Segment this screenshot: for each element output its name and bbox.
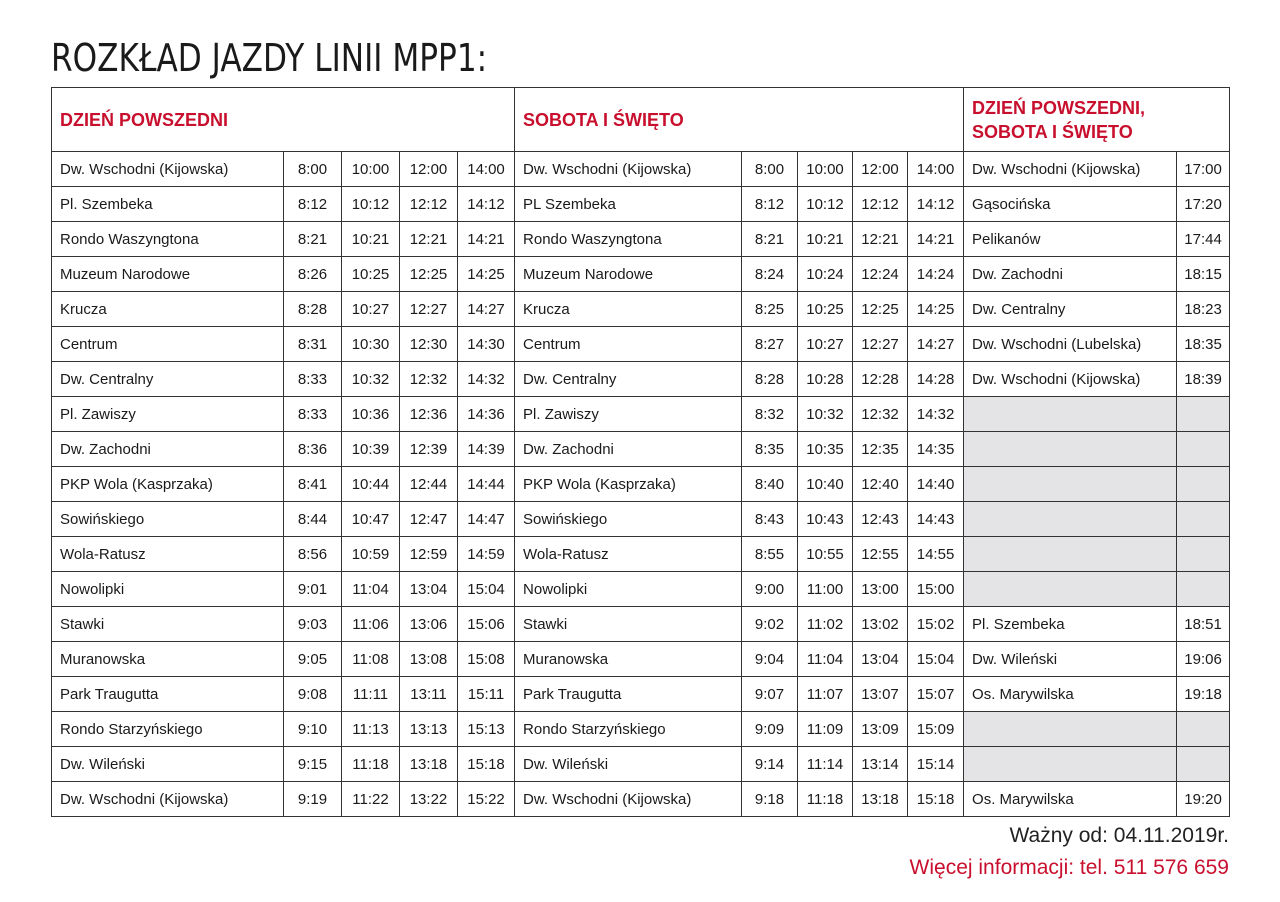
- weekend-departure-time: 15:07: [908, 677, 964, 712]
- weekday-stop-name: PKP Wola (Kasprzaka): [52, 467, 284, 502]
- weekend-departure-time: 10:24: [798, 257, 853, 292]
- weekday-departure-time: 10:30: [342, 327, 400, 362]
- weekday-departure-time: 13:04: [400, 572, 458, 607]
- weekday-departure-time: 9:19: [284, 782, 342, 817]
- weekend-departure-time: 10:35: [798, 432, 853, 467]
- all-days-stop-name: Dw. Wschodni (Lubelska): [964, 327, 1177, 362]
- weekend-departure-time: 14:35: [908, 432, 964, 467]
- all-days-departure-time: 17:20: [1177, 187, 1230, 222]
- weekend-departure-time: 8:27: [742, 327, 798, 362]
- weekend-departure-time: 14:27: [908, 327, 964, 362]
- weekday-departure-time: 14:39: [458, 432, 515, 467]
- weekday-departure-time: 9:08: [284, 677, 342, 712]
- weekend-departure-time: 10:00: [798, 152, 853, 187]
- table-row: [52, 502, 1230, 537]
- weekend-departure-time: 10:55: [798, 537, 853, 572]
- weekend-departure-time: 11:00: [798, 572, 853, 607]
- all-days-departure-time: 18:51: [1177, 607, 1230, 642]
- all-days-departure-time: 18:39: [1177, 362, 1230, 397]
- empty-cell: [1177, 432, 1230, 467]
- all-days-departure-time: 19:20: [1177, 782, 1230, 817]
- weekend-stop-name: Dw. Wschodni (Kijowska): [515, 782, 742, 817]
- weekend-departure-time: 10:40: [798, 467, 853, 502]
- weekday-departure-time: 8:31: [284, 327, 342, 362]
- all-days-stop-name: Pelikanów: [964, 222, 1177, 257]
- empty-cell: [964, 432, 1177, 467]
- weekend-stop-name: Pl. Zawiszy: [515, 397, 742, 432]
- weekday-departure-time: 14:25: [458, 257, 515, 292]
- weekday-departure-time: 13:13: [400, 712, 458, 747]
- weekday-departure-time: 12:21: [400, 222, 458, 257]
- weekday-departure-time: 15:18: [458, 747, 515, 782]
- weekday-stop-name: Rondo Starzyńskiego: [52, 712, 284, 747]
- weekend-departure-time: 14:40: [908, 467, 964, 502]
- timetable: [51, 87, 1230, 817]
- weekday-stop-name: Park Traugutta: [52, 677, 284, 712]
- weekend-departure-time: 15:02: [908, 607, 964, 642]
- weekday-departure-time: 8:56: [284, 537, 342, 572]
- weekday-departure-time: 8:33: [284, 397, 342, 432]
- all-days-departure-time: 17:44: [1177, 222, 1230, 257]
- all-days-stop-name: Os. Marywilska: [964, 677, 1177, 712]
- weekday-departure-time: 14:30: [458, 327, 515, 362]
- page-title: ROZKŁAD JAZDY LINII MPP1:: [51, 36, 488, 80]
- weekend-departure-time: 15:00: [908, 572, 964, 607]
- weekday-departure-time: 14:36: [458, 397, 515, 432]
- weekend-departure-time: 9:18: [742, 782, 798, 817]
- weekday-departure-time: 10:21: [342, 222, 400, 257]
- weekday-stop-name: Dw. Centralny: [52, 362, 284, 397]
- weekend-stop-name: Dw. Zachodni: [515, 432, 742, 467]
- weekday-stop-name: Krucza: [52, 292, 284, 327]
- weekend-stop-name: Wola-Ratusz: [515, 537, 742, 572]
- weekday-departure-time: 8:12: [284, 187, 342, 222]
- empty-cell: [964, 747, 1177, 782]
- all-days-stop-name: Dw. Zachodni: [964, 257, 1177, 292]
- weekday-departure-time: 8:36: [284, 432, 342, 467]
- weekend-departure-time: 10:28: [798, 362, 853, 397]
- weekend-departure-time: 12:24: [853, 257, 908, 292]
- empty-cell: [1177, 747, 1230, 782]
- weekend-stop-name: Sowińskiego: [515, 502, 742, 537]
- weekday-departure-time: 15:11: [458, 677, 515, 712]
- weekend-departure-time: 8:24: [742, 257, 798, 292]
- weekend-departure-time: 13:14: [853, 747, 908, 782]
- weekend-departure-time: 13:07: [853, 677, 908, 712]
- weekday-departure-time: 12:32: [400, 362, 458, 397]
- table-row: [52, 467, 1230, 502]
- all-days-stop-name: Gąsocińska: [964, 187, 1177, 222]
- weekday-departure-time: 10:32: [342, 362, 400, 397]
- all-days-departure-time: 18:35: [1177, 327, 1230, 362]
- empty-cell: [1177, 572, 1230, 607]
- weekday-stop-name: Centrum: [52, 327, 284, 362]
- weekday-departure-time: 10:36: [342, 397, 400, 432]
- contact-info: Więcej informacji: tel. 511 576 659: [909, 856, 1229, 879]
- weekday-stop-name: Dw. Zachodni: [52, 432, 284, 467]
- weekday-departure-time: 12:36: [400, 397, 458, 432]
- section-header-row: [52, 88, 1230, 152]
- weekend-departure-time: 8:32: [742, 397, 798, 432]
- weekday-departure-time: 8:26: [284, 257, 342, 292]
- weekend-departure-time: 8:35: [742, 432, 798, 467]
- empty-cell: [964, 397, 1177, 432]
- empty-cell: [1177, 537, 1230, 572]
- weekend-stop-name: Dw. Centralny: [515, 362, 742, 397]
- table-row: [52, 327, 1230, 362]
- weekend-departure-time: 8:40: [742, 467, 798, 502]
- weekend-departure-time: 15:14: [908, 747, 964, 782]
- weekend-departure-time: 9:02: [742, 607, 798, 642]
- weekday-departure-time: 9:15: [284, 747, 342, 782]
- weekend-departure-time: 12:00: [853, 152, 908, 187]
- weekend-departure-time: 13:02: [853, 607, 908, 642]
- weekend-departure-time: 11:07: [798, 677, 853, 712]
- weekend-departure-time: 12:35: [853, 432, 908, 467]
- weekday-departure-time: 11:06: [342, 607, 400, 642]
- weekend-stop-name: Muranowska: [515, 642, 742, 677]
- weekend-departure-time: 8:21: [742, 222, 798, 257]
- weekday-departure-time: 14:32: [458, 362, 515, 397]
- weekday-departure-time: 9:05: [284, 642, 342, 677]
- weekday-departure-time: 11:08: [342, 642, 400, 677]
- weekday-departure-time: 13:11: [400, 677, 458, 712]
- weekday-departure-time: 12:25: [400, 257, 458, 292]
- weekend-stop-name: Rondo Starzyńskiego: [515, 712, 742, 747]
- table-row: [52, 222, 1230, 257]
- weekend-departure-time: 10:21: [798, 222, 853, 257]
- table-row: [52, 397, 1230, 432]
- weekday-departure-time: 13:06: [400, 607, 458, 642]
- weekend-departure-time: 15:09: [908, 712, 964, 747]
- all-days-departure-time: 18:15: [1177, 257, 1230, 292]
- timetable-body: [52, 152, 1230, 817]
- empty-cell: [964, 537, 1177, 572]
- weekday-stop-name: Sowińskiego: [52, 502, 284, 537]
- weekend-departure-time: 11:18: [798, 782, 853, 817]
- weekend-departure-time: 9:07: [742, 677, 798, 712]
- weekend-departure-time: 10:25: [798, 292, 853, 327]
- weekend-departure-time: 13:09: [853, 712, 908, 747]
- empty-cell: [1177, 397, 1230, 432]
- weekday-departure-time: 14:59: [458, 537, 515, 572]
- weekday-departure-time: 12:12: [400, 187, 458, 222]
- weekday-stop-name: Muzeum Narodowe: [52, 257, 284, 292]
- weekend-departure-time: 12:25: [853, 292, 908, 327]
- weekday-departure-time: 12:39: [400, 432, 458, 467]
- table-row: [52, 257, 1230, 292]
- weekday-departure-time: 13:08: [400, 642, 458, 677]
- weekday-departure-time: 14:00: [458, 152, 515, 187]
- weekend-stop-name: Dw. Wileński: [515, 747, 742, 782]
- table-row: [52, 362, 1230, 397]
- weekday-departure-time: 14:12: [458, 187, 515, 222]
- weekday-departure-time: 14:27: [458, 292, 515, 327]
- weekend-departure-time: 14:24: [908, 257, 964, 292]
- weekend-stop-name: Muzeum Narodowe: [515, 257, 742, 292]
- weekday-stop-name: Muranowska: [52, 642, 284, 677]
- weekday-departure-time: 8:00: [284, 152, 342, 187]
- weekday-departure-time: 12:27: [400, 292, 458, 327]
- weekend-departure-time: 8:43: [742, 502, 798, 537]
- weekday-departure-time: 12:30: [400, 327, 458, 362]
- weekend-departure-time: 8:55: [742, 537, 798, 572]
- weekend-stop-name: PL Szembeka: [515, 187, 742, 222]
- table-row: [52, 607, 1230, 642]
- all-days-stop-name: Os. Marywilska: [964, 782, 1177, 817]
- all-days-stop-name: Dw. Wschodni (Kijowska): [964, 152, 1177, 187]
- weekday-stop-name: Wola-Ratusz: [52, 537, 284, 572]
- weekend-stop-name: Nowolipki: [515, 572, 742, 607]
- table-row: [52, 677, 1230, 712]
- weekday-departure-time: 10:25: [342, 257, 400, 292]
- table-row: [52, 572, 1230, 607]
- weekend-departure-time: 12:43: [853, 502, 908, 537]
- weekday-stop-name: Pl. Zawiszy: [52, 397, 284, 432]
- weekend-stop-name: Dw. Wschodni (Kijowska): [515, 152, 742, 187]
- weekend-departure-time: 10:12: [798, 187, 853, 222]
- weekend-departure-time: 10:32: [798, 397, 853, 432]
- empty-cell: [964, 572, 1177, 607]
- weekend-departure-time: 12:21: [853, 222, 908, 257]
- weekend-stop-name: Centrum: [515, 327, 742, 362]
- weekend-departure-time: 9:00: [742, 572, 798, 607]
- weekend-departure-time: 9:14: [742, 747, 798, 782]
- weekday-stop-name: Pl. Szembeka: [52, 187, 284, 222]
- table-row: [52, 292, 1230, 327]
- all-days-departure-time: 19:06: [1177, 642, 1230, 677]
- weekday-departure-time: 8:21: [284, 222, 342, 257]
- weekend-departure-time: 8:28: [742, 362, 798, 397]
- weekday-departure-time: 10:59: [342, 537, 400, 572]
- table-row: [52, 712, 1230, 747]
- empty-cell: [1177, 712, 1230, 747]
- weekday-departure-time: 12:44: [400, 467, 458, 502]
- weekend-departure-time: 14:55: [908, 537, 964, 572]
- table-row: [52, 432, 1230, 467]
- table-row: [52, 152, 1230, 187]
- weekday-departure-time: 14:21: [458, 222, 515, 257]
- weekend-departure-time: 12:55: [853, 537, 908, 572]
- weekday-departure-time: 10:00: [342, 152, 400, 187]
- weekday-stop-name: Stawki: [52, 607, 284, 642]
- weekday-departure-time: 11:04: [342, 572, 400, 607]
- all-days-stop-name: Dw. Wileński: [964, 642, 1177, 677]
- weekend-departure-time: 14:43: [908, 502, 964, 537]
- weekend-departure-time: 11:02: [798, 607, 853, 642]
- weekday-departure-time: 15:22: [458, 782, 515, 817]
- weekend-departure-time: 12:28: [853, 362, 908, 397]
- weekend-departure-time: 8:25: [742, 292, 798, 327]
- weekend-departure-time: 12:40: [853, 467, 908, 502]
- weekday-departure-time: 15:13: [458, 712, 515, 747]
- weekday-stop-name: Dw. Wileński: [52, 747, 284, 782]
- weekday-departure-time: 8:41: [284, 467, 342, 502]
- weekend-departure-time: 11:09: [798, 712, 853, 747]
- weekday-stop-name: Dw. Wschodni (Kijowska): [52, 152, 284, 187]
- weekday-departure-time: 11:11: [342, 677, 400, 712]
- weekend-departure-time: 12:12: [853, 187, 908, 222]
- weekday-departure-time: 8:44: [284, 502, 342, 537]
- weekend-departure-time: 12:27: [853, 327, 908, 362]
- weekend-departure-time: 13:18: [853, 782, 908, 817]
- all-days-departure-time: 17:00: [1177, 152, 1230, 187]
- weekend-departure-time: 13:00: [853, 572, 908, 607]
- all-days-departure-time: 18:23: [1177, 292, 1230, 327]
- weekday-departure-time: 11:18: [342, 747, 400, 782]
- weekday-departure-time: 13:18: [400, 747, 458, 782]
- table-row: [52, 642, 1230, 677]
- weekend-departure-time: 8:00: [742, 152, 798, 187]
- weekday-stop-name: Nowolipki: [52, 572, 284, 607]
- valid-from-note: Ważny od: 04.11.2019r.: [1009, 824, 1229, 847]
- all-days-stop-name: Dw. Wschodni (Kijowska): [964, 362, 1177, 397]
- weekend-departure-time: 14:32: [908, 397, 964, 432]
- weekday-departure-time: 10:47: [342, 502, 400, 537]
- weekday-departure-time: 15:04: [458, 572, 515, 607]
- all-days-stop-name: Dw. Centralny: [964, 292, 1177, 327]
- weekday-stop-name: Rondo Waszyngtona: [52, 222, 284, 257]
- weekday-departure-time: 12:47: [400, 502, 458, 537]
- weekend-departure-time: 11:04: [798, 642, 853, 677]
- weekday-departure-time: 12:59: [400, 537, 458, 572]
- weekend-departure-time: 8:12: [742, 187, 798, 222]
- weekend-departure-time: 15:04: [908, 642, 964, 677]
- weekday-departure-time: 10:12: [342, 187, 400, 222]
- weekend-stop-name: Park Traugutta: [515, 677, 742, 712]
- weekend-stop-name: Rondo Waszyngtona: [515, 222, 742, 257]
- empty-cell: [1177, 502, 1230, 537]
- weekend-stop-name: PKP Wola (Kasprzaka): [515, 467, 742, 502]
- weekday-departure-time: 8:28: [284, 292, 342, 327]
- weekday-departure-time: 9:10: [284, 712, 342, 747]
- weekend-departure-time: 14:12: [908, 187, 964, 222]
- weekday-departure-time: 9:03: [284, 607, 342, 642]
- weekday-departure-time: 14:47: [458, 502, 515, 537]
- weekday-departure-time: 8:33: [284, 362, 342, 397]
- weekday-departure-time: 9:01: [284, 572, 342, 607]
- table-row: [52, 187, 1230, 222]
- weekday-departure-time: 15:06: [458, 607, 515, 642]
- table-row: [52, 782, 1230, 817]
- empty-cell: [964, 712, 1177, 747]
- weekend-stop-name: Stawki: [515, 607, 742, 642]
- weekend-departure-time: 14:21: [908, 222, 964, 257]
- section-weekend-heading: SOBOTA I ŚWIĘTO: [515, 88, 964, 152]
- weekday-departure-time: 11:13: [342, 712, 400, 747]
- weekend-departure-time: 14:28: [908, 362, 964, 397]
- empty-cell: [1177, 467, 1230, 502]
- table-row: [52, 537, 1230, 572]
- weekday-stop-name: Dw. Wschodni (Kijowska): [52, 782, 284, 817]
- section-all-days-heading: DZIEŃ POWSZEDNI, SOBOTA I ŚWIĘTO: [964, 88, 1230, 152]
- weekday-departure-time: 15:08: [458, 642, 515, 677]
- weekend-departure-time: 14:25: [908, 292, 964, 327]
- table-row: [52, 747, 1230, 782]
- weekday-departure-time: 10:44: [342, 467, 400, 502]
- weekend-departure-time: 13:04: [853, 642, 908, 677]
- weekday-departure-time: 10:39: [342, 432, 400, 467]
- weekend-departure-time: 9:04: [742, 642, 798, 677]
- weekend-departure-time: 9:09: [742, 712, 798, 747]
- weekday-departure-time: 10:27: [342, 292, 400, 327]
- all-days-stop-name: Pl. Szembeka: [964, 607, 1177, 642]
- empty-cell: [964, 467, 1177, 502]
- weekend-departure-time: 10:43: [798, 502, 853, 537]
- weekday-departure-time: 12:00: [400, 152, 458, 187]
- weekday-departure-time: 13:22: [400, 782, 458, 817]
- weekday-departure-time: 14:44: [458, 467, 515, 502]
- empty-cell: [964, 502, 1177, 537]
- weekday-departure-time: 11:22: [342, 782, 400, 817]
- weekend-departure-time: 12:32: [853, 397, 908, 432]
- section-weekday-heading: DZIEŃ POWSZEDNI: [52, 88, 515, 152]
- weekend-stop-name: Krucza: [515, 292, 742, 327]
- weekend-departure-time: 15:18: [908, 782, 964, 817]
- all-days-departure-time: 19:18: [1177, 677, 1230, 712]
- weekend-departure-time: 14:00: [908, 152, 964, 187]
- weekend-departure-time: 11:14: [798, 747, 853, 782]
- weekend-departure-time: 10:27: [798, 327, 853, 362]
